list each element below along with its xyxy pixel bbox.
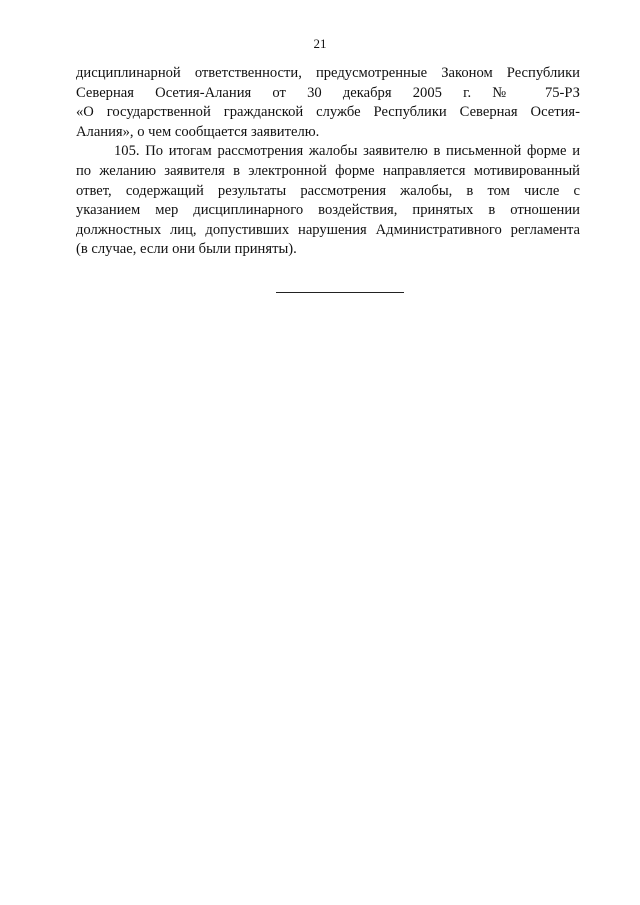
paragraph-1 bbox=[76, 64, 580, 142]
text-line: должностных лиц, допустивших нарушения Административного регламента bbox=[76, 221, 580, 238]
text-line: Северная Осетия-Алания от 30 декабря 2005 г. № 75-РЗ bbox=[76, 84, 580, 101]
text-line: (в случае, если они были приняты). bbox=[76, 241, 297, 258]
body-text bbox=[76, 64, 580, 260]
end-separator-line bbox=[276, 292, 404, 293]
text-line: дисциплинарной ответственности, предусмотренные Законом Республики bbox=[76, 65, 580, 81]
text-line: ответ, содержащий результаты рассмотрения жалобы, в том числе с bbox=[76, 182, 580, 199]
text-line: Алания», о чем сообщается заявителю. bbox=[76, 123, 320, 140]
text-line: «О государственной гражданской службе Республики Северная Осетия- bbox=[76, 104, 580, 121]
text-line: 105. По итогам рассмотрения жалобы заявителю в письменной форме и bbox=[114, 143, 580, 160]
text-line: по желанию заявителя в электронной форме направляется мотивированный bbox=[76, 162, 580, 179]
page-number: 21 bbox=[313, 36, 327, 51]
text-line: указанием мер дисциплинарного воздействия, принятых в отношении bbox=[76, 202, 580, 219]
paragraph-2 bbox=[76, 142, 580, 260]
